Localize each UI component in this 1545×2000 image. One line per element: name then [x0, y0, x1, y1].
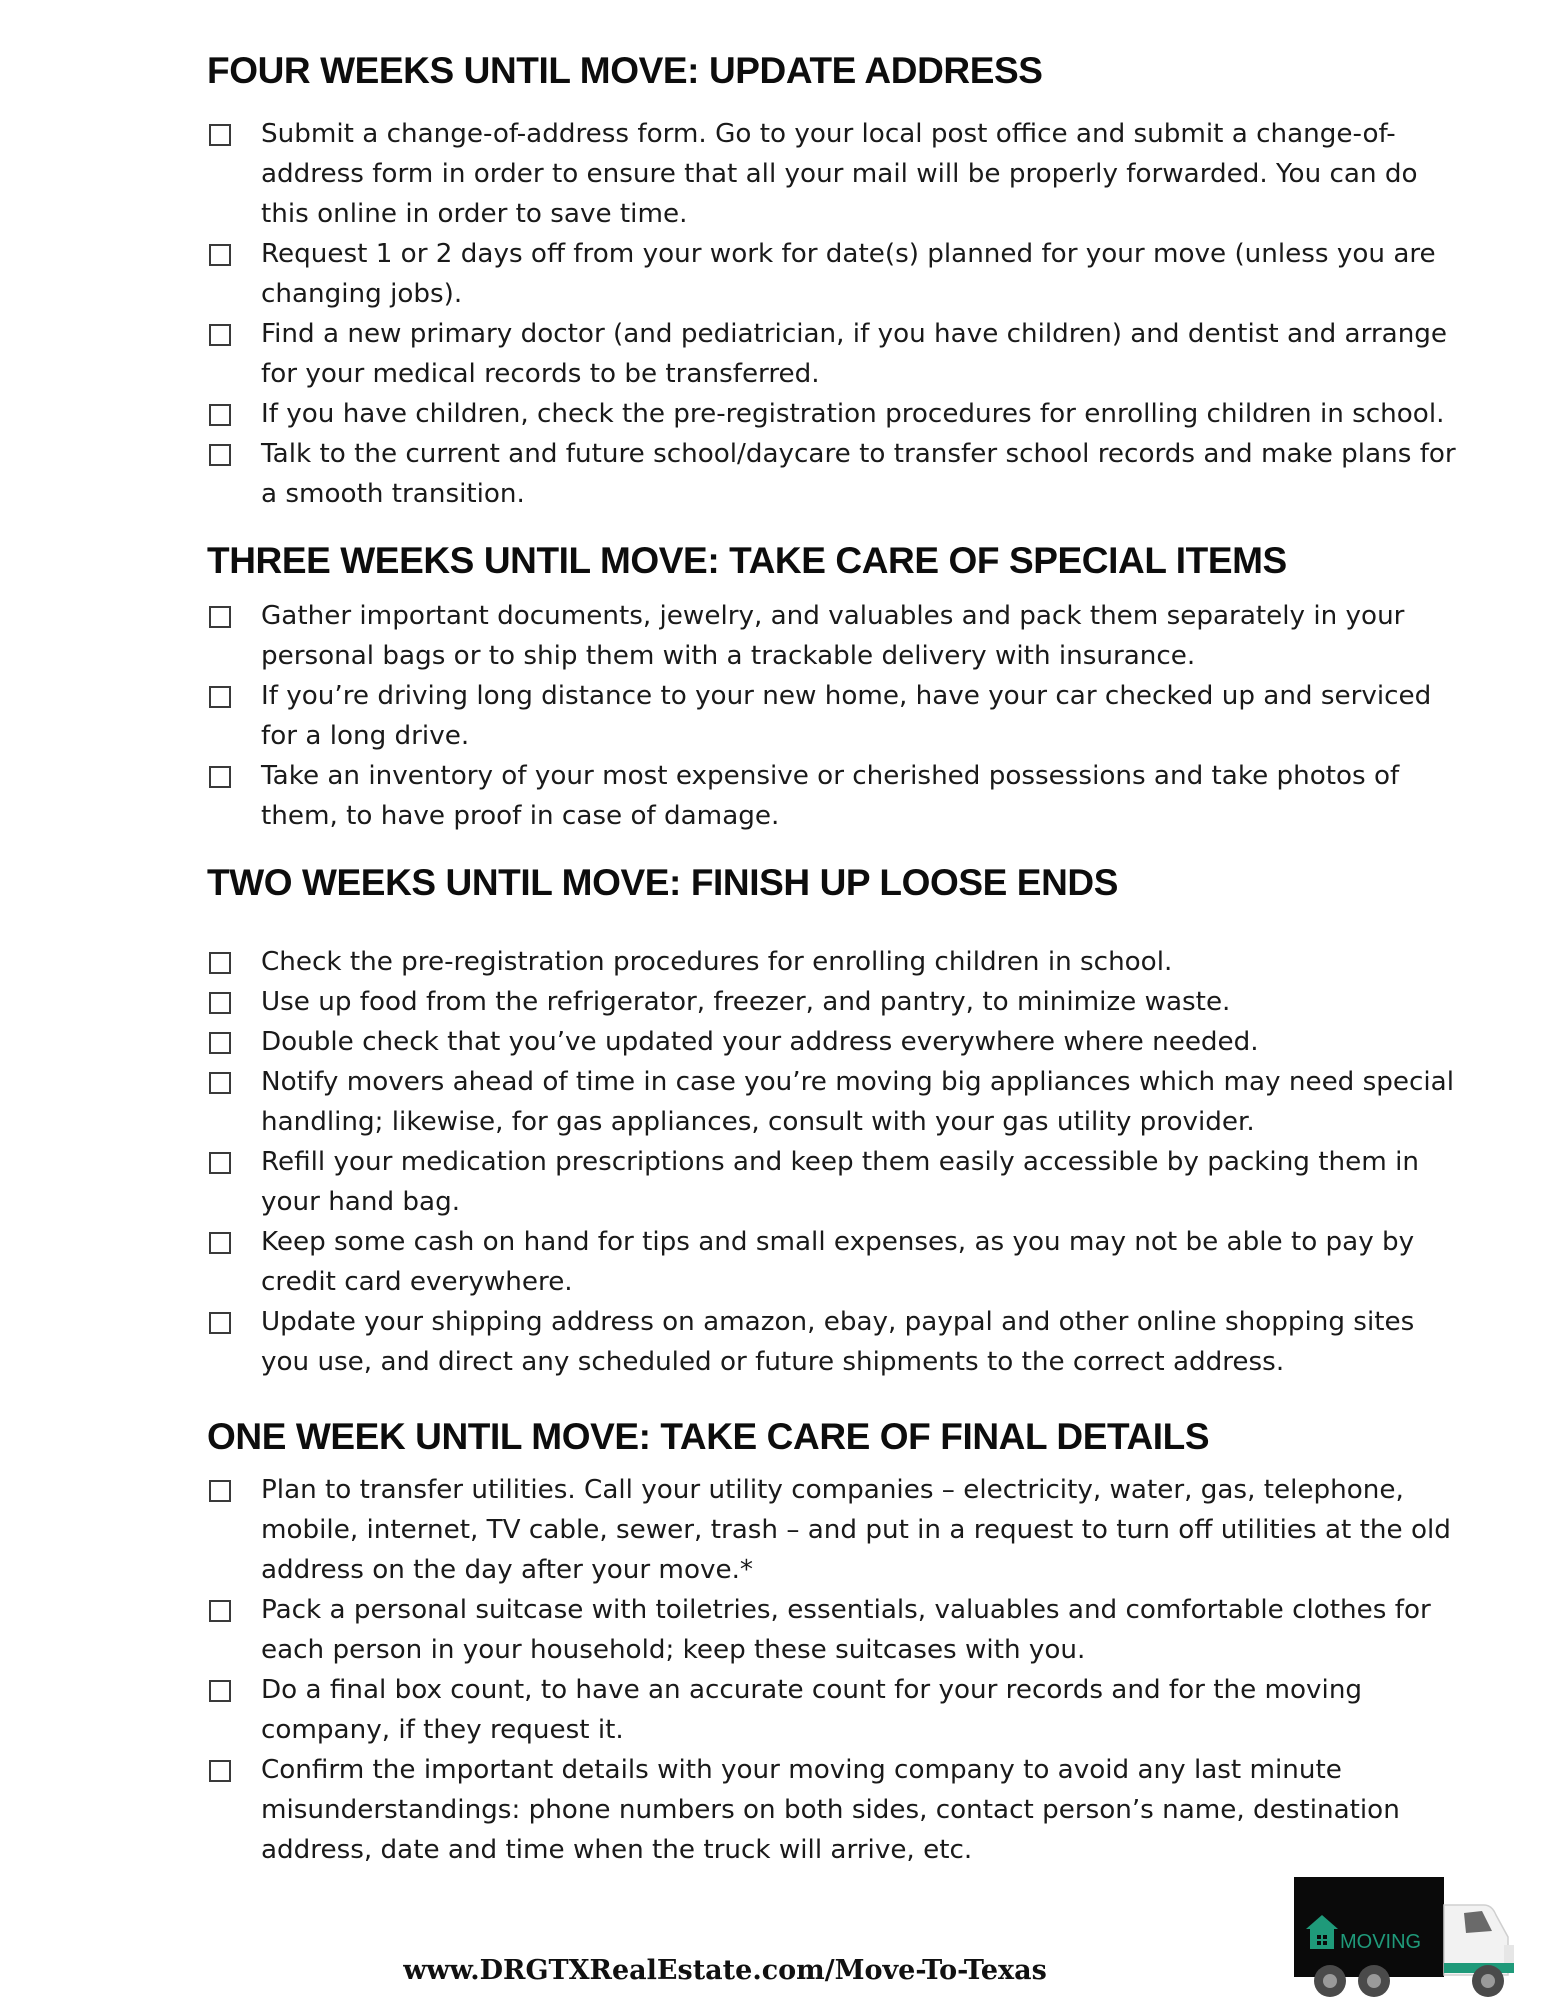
- item-text: Talk to the current and future school/daycare to transfer school records and make plans for a smooth transition.: [261, 439, 1456, 509]
- logo-text: MOVING: [1340, 1931, 1422, 1953]
- moving-truck-logo: [1292, 1875, 1528, 2000]
- section-one-week: [207, 1414, 1457, 1870]
- checkbox[interactable]: [209, 1760, 231, 1782]
- checklist-item: [207, 394, 1457, 434]
- checkbox[interactable]: [209, 952, 231, 974]
- item-text: Notify movers ahead of time in case you’re moving big appliances which may need special handling; likewise, for gas appliances, consult with your gas utility provider.: [261, 1067, 1455, 1137]
- footer-url[interactable]: www.DRGTXRealEstate.com/Move-To-Texas: [403, 1955, 1047, 1986]
- checklist-item: [207, 314, 1457, 394]
- checklist-item: [207, 114, 1457, 234]
- checklist-item: [207, 1590, 1457, 1670]
- checkbox[interactable]: [209, 1680, 231, 1702]
- checklist-item: [207, 982, 1457, 1022]
- checkbox[interactable]: [209, 1152, 231, 1174]
- checklist-item: [207, 1222, 1457, 1302]
- section-title: TWO WEEKS UNTIL MOVE: FINISH UP LOOSE ENDS: [207, 862, 1119, 903]
- checklist: [207, 942, 1457, 1382]
- checklist-item: [207, 434, 1457, 514]
- checkbox[interactable]: [209, 992, 231, 1014]
- item-text: If you have children, check the pre-registration procedures for enrolling children in school.: [261, 399, 1445, 429]
- item-text: Gather important documents, jewelry, and valuables and pack them separately in your personal bags or to ship them with a trackable delivery with insurance.: [261, 601, 1405, 671]
- checkbox[interactable]: [209, 1232, 231, 1254]
- checkbox[interactable]: [209, 444, 231, 466]
- item-text: If you’re driving long distance to your new home, have your car checked up and serviced for a long drive.: [261, 681, 1432, 751]
- item-text: Confirm the important details with your moving company to avoid any last minute misunderstandings: phone numbers on both sides, contact person’s name, destination address, date and time when the truck will arrive, etc.: [261, 1755, 1400, 1865]
- checkbox[interactable]: [209, 124, 231, 146]
- section-three-weeks: [207, 538, 1457, 836]
- checklist-item: [207, 1470, 1457, 1590]
- item-text: Keep some cash on hand for tips and small expenses, as you may not be able to pay by credit card everywhere.: [261, 1227, 1415, 1297]
- checkbox[interactable]: [209, 606, 231, 628]
- checkbox[interactable]: [209, 1072, 231, 1094]
- section-title: THREE WEEKS UNTIL MOVE: TAKE CARE OF SPECIAL ITEMS: [207, 540, 1287, 581]
- checklist-item: [207, 1022, 1457, 1062]
- checklist: [207, 1470, 1457, 1870]
- checkbox[interactable]: [209, 766, 231, 788]
- item-text: Plan to transfer utilities. Call your utility companies – electricity, water, gas, telephone, mobile, internet, TV cable, sewer, trash – and put in a request to turn off utilities at the old address on the day after your move.*: [261, 1475, 1451, 1585]
- item-text: Take an inventory of your most expensive or cherished possessions and take photos of them, to have proof in case of damage.: [261, 761, 1400, 831]
- truck-wheel-rear: [1472, 1965, 1504, 1997]
- item-text: Double check that you’ve updated your address everywhere where needed.: [261, 1027, 1259, 1057]
- checklist-item: [207, 1750, 1457, 1870]
- truck-wheel-middle: [1358, 1965, 1390, 1997]
- checkbox[interactable]: [209, 404, 231, 426]
- item-text: Submit a change-of-address form. Go to your local post office and submit a change-of-address form in order to ensure that all your mail will be properly forwarded. You can do this online in order to save time.: [261, 119, 1418, 229]
- truck-wheel-front: [1314, 1965, 1346, 1997]
- item-text: Pack a personal suitcase with toiletries, essentials, valuables and comfortable clothes for each person in your household; keep these suitcases with you.: [261, 1595, 1431, 1665]
- checklist-item: [207, 1670, 1457, 1750]
- checklist-item: [207, 1062, 1457, 1142]
- checklist-item: [207, 756, 1457, 836]
- section-title: FOUR WEEKS UNTIL MOVE: UPDATE ADDRESS: [207, 50, 1043, 91]
- item-text: Update your shipping address on amazon, ebay, paypal and other online shopping sites you use, and direct any scheduled or future shipments to the correct address.: [261, 1307, 1415, 1377]
- section-four-weeks: [207, 48, 1457, 514]
- truck-cab: [1444, 1905, 1514, 1975]
- checklist-item: [207, 234, 1457, 314]
- checkbox[interactable]: [209, 1480, 231, 1502]
- checklist-item: [207, 596, 1457, 676]
- checklist-item: [207, 676, 1457, 756]
- checklist-item: [207, 942, 1457, 982]
- section-two-weeks: [207, 860, 1457, 1382]
- checklist: [207, 114, 1457, 514]
- checklist-item: [207, 1142, 1457, 1222]
- checkbox[interactable]: [209, 1600, 231, 1622]
- section-title: ONE WEEK UNTIL MOVE: TAKE CARE OF FINAL DETAILS: [207, 1416, 1210, 1457]
- item-text: Request 1 or 2 days off from your work for date(s) planned for your move (unless you are changing jobs).: [261, 239, 1436, 309]
- item-text: Do a final box count, to have an accurate count for your records and for the moving company, if they request it.: [261, 1675, 1363, 1745]
- item-text: Find a new primary doctor (and pediatrician, if you have children) and dentist and arrange for your medical records to be transferred.: [261, 319, 1448, 389]
- checklist-item: [207, 1302, 1457, 1382]
- item-text: Refill your medication prescriptions and keep them easily accessible by packing them in your hand bag.: [261, 1147, 1419, 1217]
- item-text: Use up food from the refrigerator, freezer, and pantry, to minimize waste.: [261, 987, 1231, 1017]
- checklist-document: [207, 48, 1457, 1870]
- item-text: Check the pre-registration procedures for enrolling children in school.: [261, 947, 1173, 977]
- checkbox[interactable]: [209, 1032, 231, 1054]
- checkbox[interactable]: [209, 324, 231, 346]
- checklist: [207, 596, 1457, 836]
- checkbox[interactable]: [209, 686, 231, 708]
- checkbox[interactable]: [209, 1312, 231, 1334]
- checkbox[interactable]: [209, 244, 231, 266]
